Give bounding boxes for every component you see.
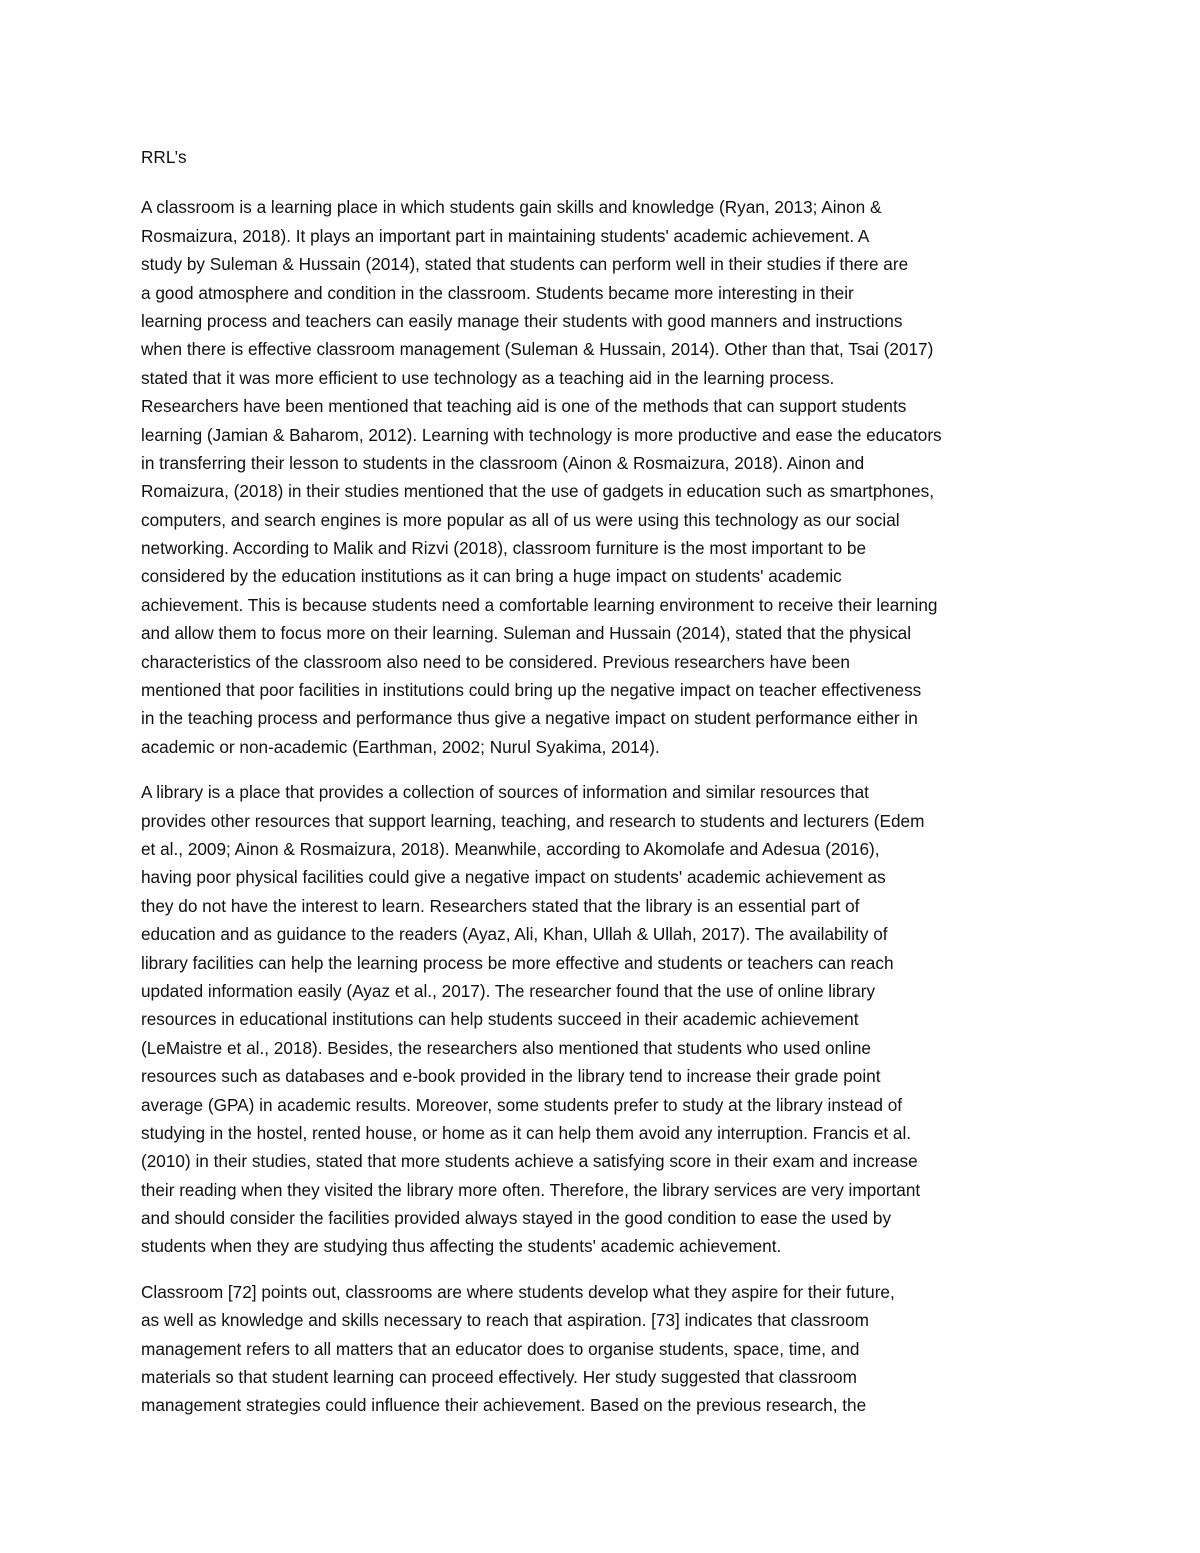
- paragraph-line: achievement. This is because students need a comfortable learning environment to receive their learning: [141, 594, 938, 615]
- paragraph-line: in transferring their lesson to students in the classroom (Ainon & Rosmaizura, 2018). Ainon and: [141, 452, 865, 473]
- paragraph-line: Classroom [72] points out, classrooms are where students develop what they aspire for their future,: [141, 1281, 895, 1302]
- paragraph-line: in the teaching process and performance thus give a negative impact on student performance either in: [141, 708, 918, 729]
- paragraph-line: stated that it was more efficient to use technology as a teaching aid in the learning process.: [141, 367, 835, 388]
- paragraph-line: library facilities can help the learning process be more effective and students or teachers can reach: [141, 952, 894, 973]
- paragraph-line: resources such as databases and e-book provided in the library tend to increase their grade point: [141, 1066, 881, 1087]
- paragraph-line: (LeMaistre et al., 2018). Besides, the researchers also mentioned that students who used online: [141, 1037, 871, 1058]
- paragraph-line: materials so that student learning can proceed effectively. Her study suggested that classroom: [141, 1367, 857, 1388]
- paragraph-line: their reading when they visited the library more often. Therefore, the library services are very important: [141, 1179, 921, 1200]
- paragraph-line: having poor physical facilities could give a negative impact on students' academic achievement as: [141, 867, 886, 888]
- paragraph-line: a good atmosphere and condition in the classroom. Students became more interesting in their: [141, 282, 854, 303]
- paragraph-line: when there is effective classroom management (Suleman & Hussain, 2014). Other than that, Tsai (2017): [141, 339, 934, 360]
- paragraph-line: as well as knowledge and skills necessary to reach that aspiration. [73] indicates that classroom: [141, 1310, 869, 1331]
- paragraph-line: updated information easily (Ayaz et al., 2017). The researcher found that the use of online library: [141, 980, 876, 1001]
- paragraph-line: et al., 2009; Ainon & Rosmaizura, 2018). Meanwhile, according to Akomolafe and Adesua (2016),: [141, 839, 880, 859]
- paragraph-line: networking. According to Malik and Rizvi (2018), classroom furniture is the most important to be: [141, 538, 867, 559]
- paragraph-line: learning process and teachers can easily manage their students with good manners and instructions: [141, 310, 903, 331]
- paragraph-line: education and as guidance to the readers (Ayaz, Ali, Khan, Ullah & Ullah, 2017). The availability of: [141, 924, 888, 945]
- paragraph: [141, 778, 1061, 1261]
- paragraph-line: and should consider the facilities provided always stayed in the good condition to ease the used by: [141, 1208, 892, 1229]
- paragraph-line: management refers to all matters that an educator does to organise students, space, time, and: [141, 1338, 860, 1359]
- document-heading: RRL’s: [141, 147, 187, 167]
- paragraph-line: they do not have the interest to learn. Researchers stated that the library is an essential part of: [141, 895, 860, 916]
- paragraph-line: management strategies could influence their achievement. Based on the previous research, the: [141, 1395, 867, 1416]
- paragraph-line: studying in the hostel, rented house, or home as it can help them avoid any interruption. Francis et al.: [141, 1122, 912, 1143]
- paragraph-line: mentioned that poor facilities in institutions could bring up the negative impact on teacher effectiveness: [141, 680, 922, 701]
- paragraph-line: provides other resources that support learning, teaching, and research to students and lecturers (Edem: [141, 810, 925, 831]
- paragraph-line: average (GPA) in academic results. Moreover, some students prefer to study at the library instead of: [141, 1094, 903, 1115]
- paragraph: [141, 193, 1061, 761]
- paragraph-line: A classroom is a learning place in which students gain skills and knowledge (Ryan, 2013; Ainon &: [141, 197, 882, 218]
- paragraph-line: A library is a place that provides a collection of sources of information and similar resources that: [141, 782, 869, 803]
- paragraph-line: and allow them to focus more on their learning. Suleman and Hussain (2014), stated that the physical: [141, 623, 912, 644]
- paragraph-line: resources in educational institutions can help students succeed in their academic achievement: [141, 1009, 859, 1030]
- paragraph-line: academic or non-academic (Earthman, 2002; Nurul Syakima, 2014).: [141, 736, 660, 757]
- paragraph-line: study by Suleman & Hussain (2014), stated that students can perform well in their studies if there are: [141, 254, 909, 275]
- paragraph-line: (2010) in their studies, stated that more students achieve a satisfying score in their exam and increase: [141, 1151, 918, 1172]
- paragraph-line: computers, and search engines is more popular as all of us were using this technology as our social: [141, 509, 900, 530]
- paragraph-line: Researchers have been mentioned that teaching aid is one of the methods that can support students: [141, 396, 907, 417]
- paragraph-line: considered by the education institutions as it can bring a huge impact on students' academic: [141, 566, 842, 587]
- paragraph-line: Rosmaizura, 2018). It plays an important part in maintaining students' academic achievement. A: [141, 225, 870, 246]
- paragraph-line: characteristics of the classroom also need to be considered. Previous researchers have been: [141, 651, 850, 672]
- paragraph-line: learning (Jamian & Baharom, 2012). Learning with technology is more productive and ease the educators: [141, 424, 942, 445]
- paragraph: [141, 1278, 1061, 1420]
- document-body: [141, 143, 1061, 1437]
- paragraph-line: students when they are studying thus affecting the students' academic achievement.: [141, 1236, 782, 1257]
- paragraph-line: Romaizura, (2018) in their studies mentioned that the use of gadgets in education such as smartphones,: [141, 481, 934, 502]
- paragraphs-container: [141, 193, 1061, 1419]
